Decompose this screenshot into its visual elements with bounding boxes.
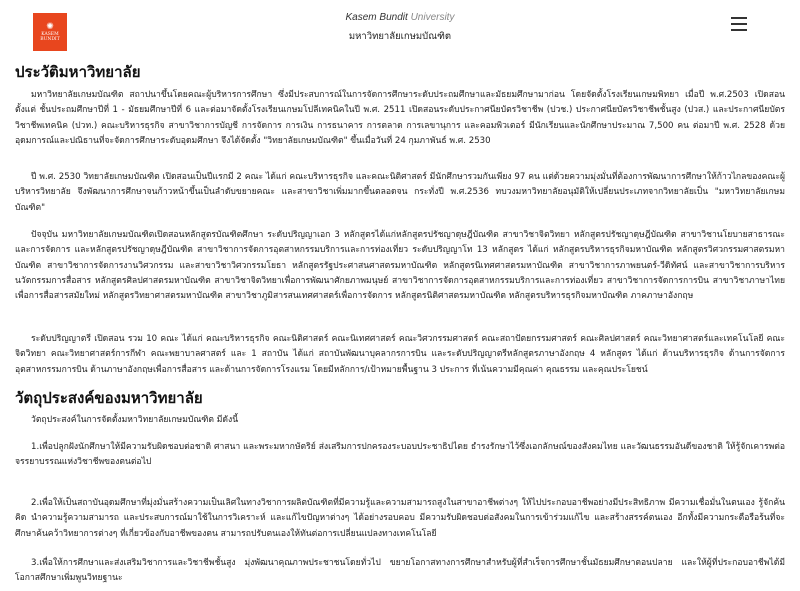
history-paragraph-2: ปี พ.ศ. 2530 วิทยาลัยเกษมบัณฑิต เปิดสอนเป็นปีแรกมี 2 คณะ ได้แก่ คณะบริหารธุรกิจ และคณะนิติศาสตร์ มีนักศึกษารวมกันเพียง 97 คน แต่ด้วยความมุ่งมั่นที่ต้องการพัฒนาการศึกษาให้ก้าวไกลของคณะผู้บริหารวิทยาลัย จึงพัฒนาการศึกษาจนก้าวหน้าขึ้นเป็นลำดับขยายคณะ และสาขาวิชาเพิ่มมากขึ้นตลอดจน กระทั่งปี พ.ศ.2536 ทบวงมหาวิทยาลัยอนุมัติให้เปลี่ยนประเภทจากวิทยาลัยเป็น "มหาวิทยาลัยเกษมบัณฑิต" (15, 172, 785, 213)
objectives-heading: วัตถุประสงค์ของมหาวิทยาลัย (15, 389, 203, 407)
university-logo[interactable] (33, 13, 67, 51)
objective-item-3: 3.เพื่อให้การศึกษาและส่งเสริมวิชาการและวิชาชีพชั้นสูง มุ่งพัฒนาคุณภาพประชาชนโดยทั่วไป ขยายโอกาสทางการศึกษาสำหรับผู้ที่สำเร็จการศึกษาชั้นมัธยมศึกษาตอนปลาย และให้ผู้ที่ประกอบอาชีพได้มีโอกาสศึกษาเพิ่มพูนวิทยฐานะ (15, 558, 785, 584)
logo-text-kasem: KASEM (41, 31, 59, 37)
site-header (0, 0, 800, 56)
brand-title[interactable] (330, 12, 470, 44)
objective-item-2: 2.เพื่อให้เป็นสถาบันอุดมศึกษาที่มุ่งมั่นสร้างความเป็นเลิศในทางวิชาการผลิตบัณฑิตที่มีความรู้และความสามารถสูงในสาขาอาชีพต่างๆ ให้ไปประกอบอาชีพอย่างมีประสิทธิภาพ มีความเชื่อมั่นในตนเอง รู้จักค้นคิด นำความรู้ความสามารถ และประสบการณ์มาใช้ในการวิเคราะห์ และแก้ไขปัญหาต่างๆ ได้อย่างรอบคอบ มีความรับผิดชอบต่อสังคมในการเข้าร่วมแก้ไข และสร้างสรรค์ตนเอง อีกทั้งมีความกระตือรือร้นที่จะศึกษาค้นคว้าวิทยาการต่างๆ ที่เกี่ยวข้องกับอาชีพของตน สามารถปรับตนเองให้ทันต่อการเปลี่ยนแปลงทางเทคโนโลยี (15, 498, 785, 539)
history-paragraph-3: ปัจจุบัน มหาวิทยาลัยเกษมบัณฑิตเปิดสอนหลักสูตรบัณฑิตศึกษา ระดับปริญญาเอก 3 หลักสูตรได้แก่หลักสูตรปรัชญาดุษฎีบัณฑิต สาขาวิชาจิตวิทยา หลักสูตรปรัชญาดุษฎีบัณฑิต สาขาวิชานโยบายสาธารณะและการจัดการ และหลักสูตรปรัชญาดุษฎีบัณฑิต สาขาวิชาการจัดการอุตสาหกรรมบริการและการท่องเที่ยว ระดับปริญญาโท 13 หลักสูตร ได้แก่ หลักสูตรบริหารธุรกิจมหาบัณฑิต หลักสูตรวิศวกรรมศาสตรมหาบัณฑิต สาขาวิชาการจัดการงานวิศวกรรม และสาขาวิชาวิศวกรรมโยธา หลักสูตรรัฐประศาสนศาสตรมหาบัณฑิต หลักสูตรนิเทศศาสตรมหาบัณฑิต สาขาวิชาการภาพยนตร์-วีดิทัศน์ และสาขาวิชาการบริหารนวัตกรรมการสื่อสาร หลักสูตรศิลปศาสตรมหาบัณฑิต สาขาวิชาจิตวิทยาเพื่อการพัฒนาศักยภาพมนุษย์ สาขาวิชาการจัดการอุตสาหกรรมบริการและการท่องเที่ยว สาขาวิชาการจัดการการบิน สาขาวิชาภาษาไทยเพื่อการสื่อสารสมัยใหม่ หลักสูตรวิทยาศาสตรมหาบัณฑิต สาขาวิชาภูมิสารสนเทศศาสตร์เพื่อการจัดการ หลักสูตรนิติศาสตรมหาบัณฑิต หลักสูตรบริหารธุรกิจมหาบัณฑิต ภาคภาษาอังกฤษ (15, 230, 785, 302)
history-heading: ประวัติมหาวิทยาลัย (15, 63, 141, 81)
sun-emblem-icon: ✺ (46, 21, 54, 32)
objectives-intro: วัตถุประสงค์ในการจัดตั้งมหาวิทยาลัยเกษมบัณฑิต มีดังนี้ (31, 415, 239, 425)
objective-item-1: 1.เพื่อปลูกฝังนักศึกษาให้มีความรับผิดชอบต่อชาติ ศาสนา และพระมหากษัตริย์ ส่งเสริมการปกครองระบอบประชาธิปไตย ธำรงรักษาไว้ซึ่งเอกลักษณ์ของสังคมไทย และวัฒนธรรมอันดีของชาติ ให้รู้จักเคารพต่อจรรยาบรรณแห่งวิชาชีพของตนต่อไป (15, 442, 785, 468)
hamburger-menu-icon[interactable] (731, 15, 749, 33)
history-paragraph-4: ระดับปริญญาตรี เปิดสอน รวม 10 คณะ ได้แก่ คณะบริหารธุรกิจ คณะนิติศาสตร์ คณะนิเทศศาสตร์ คณะวิศวกรรมศาสตร์ คณะสถาปัตยกรรมศาสตร์ คณะศิลปศาสตร์ คณะวิทยาศาสตร์และเทคโนโลยี คณะจิตวิทยา คณะวิทยาศาสตร์การกีฬา คณะพยาบาลศาสตร์ และ 1 สถาบัน ได้แก่ สถาบันพัฒนาบุคลากรการบิน และระดับปริญญาตรีหลักสูตรภาษาอังกฤษ 4 หลักสูตร ได้แก่ ด้านบริหารธุรกิจ ด้านการจัดการอุตสาหกรรมการบิน ด้านภาษาอังกฤษเพื่อการสื่อสาร และด้านการจัดการโรงแรม โดยมีหลักการ/เป้าหมายพื้นฐาน 3 ประการ ที่เน้นความมีคุณค่า คุณธรรม และคุณประโยชน์ (15, 334, 785, 375)
history-paragraph-1: มหาวิทยาลัยเกษมบัณฑิต สถาปนาขึ้นโดยคณะผู้บริหารการศึกษา ซึ่งมีประสบการณ์ในการจัดการศึกษาระดับประถมศึกษาและมัธยมศึกษามาก่อน โดยจัดตั้งโรงเรียนเกษมพิทยา เมื่อปี พ.ศ.2503 เปิดสอนตั้งแต่ ชั้นประถมศึกษาปีที่ 1 - มัธยมศึกษาปีที่ 6 และต่อมาจัดตั้งโรงเรียนเกษมโปลีเทคนิคในปี พ.ศ. 2511 เปิดสอนระดับประกาศนียบัตรวิชาชีพ (ปวช.) ประกาศนียบัตรวิชาชีพชั้นสูง (ปวส.) และประกาศนียบัตรวิชาชีพเทคนิค (ปวท.) คณะบริหารธุรกิจ สาขาวิชาการบัญชี การจัดการ การเงิน การธนาคาร การตลาด การเลขานุการ และคอมพิวเตอร์ มีนักเรียนและนักศึกษาประมาณ 7,500 คน ต่อมาปี พ.ศ. 2528 ด้วยอุดมการณ์และปณิธานที่จะจัดการศึกษาระดับอุดมศึกษา จึงได้จัดตั้ง "วิทยาลัยเกษมบัณฑิต" ขึ้นเมื่อวันที่ 24 กุมภาพันธ์ พ.ศ. 2530 (15, 90, 785, 146)
logo-text-bundit: BUNDIT (40, 36, 60, 42)
brand-name: Kasem Bundit (345, 12, 408, 23)
brand-thai-name: มหาวิทยาลัยเกษมบัณฑิต (348, 31, 452, 42)
brand-suffix: University (410, 12, 455, 23)
main-content (0, 56, 800, 591)
